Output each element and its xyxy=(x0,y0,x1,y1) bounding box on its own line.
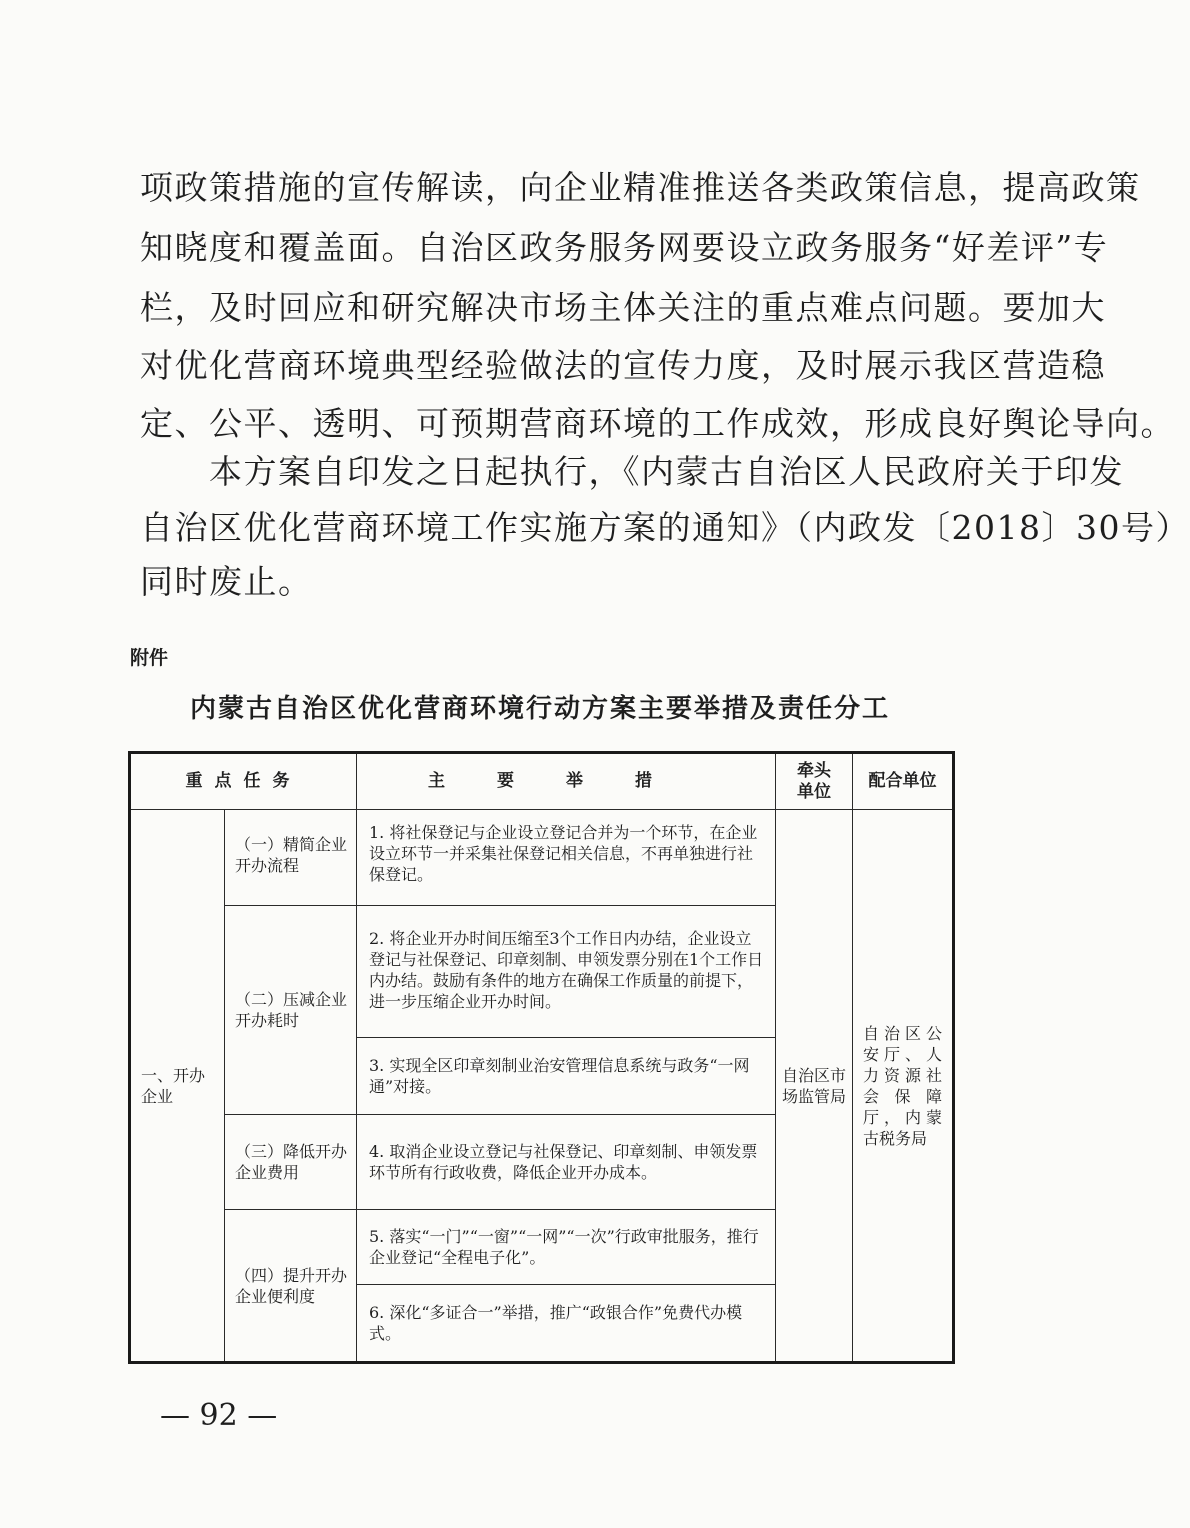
measure-cell: 4. 取消企业设立登记与社保登记、印章刻制、申领发票环节所有行政收费，降低企业开办成本。 xyxy=(357,1115,776,1210)
measure-cell: 6. 深化“多证合一”举措，推广“政银合作”免费代办模式。 xyxy=(357,1285,776,1363)
paragraph-line: 同时废止。 xyxy=(140,562,313,601)
table-header-row xyxy=(130,753,954,810)
paragraph-line: 知晓度和覆盖面。自治区政务服务网要设立政务服务“好差评”专 xyxy=(140,228,1109,267)
header-lead-unit: 牵头单位 xyxy=(776,753,853,810)
table-title: 内蒙古自治区优化营商环境行动方案主要举措及责任分工 xyxy=(189,694,890,724)
responsibility-table xyxy=(128,751,955,1364)
subtask-cell: （二）压减企业开办耗时 xyxy=(225,906,357,1115)
measure-cell: 3. 实现全区印章刻制业治安管理信息系统与政务“一网通”对接。 xyxy=(357,1038,776,1115)
header-key-tasks: 重点任务 xyxy=(130,753,357,810)
page-number: — 92 — xyxy=(160,1398,278,1433)
measure-cell: 2. 将企业开办时间压缩至3个工作日内办结，企业设立登记与社保登记、印章刻制、申领发票分别在1个工作日内办结。鼓励有条件的地方在确保工作质量的前提下，进一步压缩企业开办时间。 xyxy=(357,906,776,1038)
measure-cell: 1. 将社保登记与企业设立登记合并为一个环节，在企业设立环节一并采集社保登记相关信息，不再单独进行社保登记。 xyxy=(357,810,776,906)
lead-unit-cell: 自治区市场监管局 xyxy=(776,810,853,1363)
paragraph-line: 对优化营商环境典型经验做法的宣传力度，及时展示我区营造稳 xyxy=(140,346,1106,385)
subtask-cell: （四）提升开办企业便利度 xyxy=(225,1210,357,1363)
category-cell: 一、开办企业 xyxy=(130,810,225,1363)
paragraph-line: 自治区优化营商环境工作实施方案的通知》（内政发〔2018〕30号） xyxy=(140,508,1190,547)
subtask-cell: （三）降低开办企业费用 xyxy=(225,1115,357,1210)
paragraph-line: 项政策措施的宣传解读，向企业精准推送各类政策信息，提高政策 xyxy=(140,168,1141,207)
header-main-measures: 主要举措 xyxy=(357,753,776,810)
header-coop-unit: 配合单位 xyxy=(853,753,954,810)
measure-cell: 5. 落实“一门”“一窗”“一网”“一次”行政审批服务，推行企业登记“全程电子化”。 xyxy=(357,1210,776,1285)
subtask-cell: （一）精简企业开办流程 xyxy=(225,810,357,906)
table-row xyxy=(130,810,954,906)
paragraph-line: 定、公平、透明、可预期营商环境的工作成效，形成良好舆论导向。 xyxy=(140,404,1175,443)
paragraph-line: 栏，及时回应和研究解决市场主体关注的重点难点问题。要加大 xyxy=(140,288,1106,327)
coop-unit-cell: 自治区公安厅、人力资源社会保障厅，内蒙古税务局 xyxy=(853,810,954,1363)
attachment-label: 附件 xyxy=(130,647,169,669)
paragraph-line: 本方案自印发之日起执行，《内蒙古自治区人民政府关于印发 xyxy=(140,452,1124,491)
